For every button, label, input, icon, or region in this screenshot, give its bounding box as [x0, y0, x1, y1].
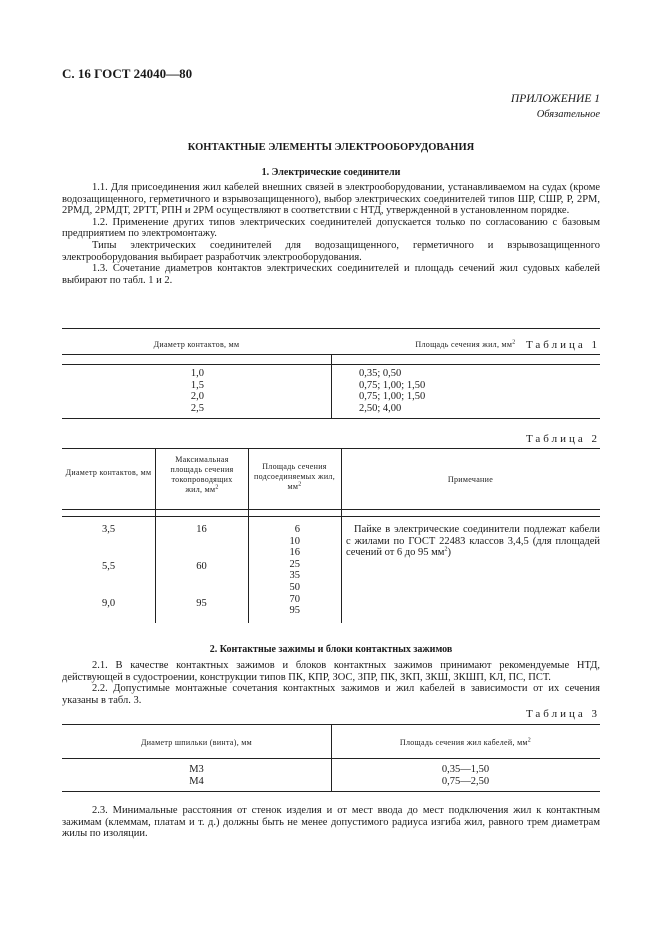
page-header: С. 16 ГОСТ 24040—80	[62, 66, 193, 81]
table-3-bottom-rule	[62, 791, 600, 792]
table-2-max-area-cell: 95	[196, 598, 207, 609]
table-1-diameter-column	[150, 368, 204, 414]
table-2-top-rule	[62, 448, 600, 449]
superscript: 2	[512, 339, 516, 346]
table-cell: 6	[294, 524, 300, 535]
table-cell: 35	[289, 570, 300, 582]
paragraph-1-2-types: Типы электрических соединителей для водозащищенного, герметичного и взрывозащищенного электрооборудования выбирает разработчик электрооборудования.	[62, 239, 600, 263]
section-1-text	[62, 182, 600, 286]
paragraph-1-3: 1.3. Сочетание диаметров контактов электрических соединителей и площадь сечений жил судовых кабелей выбирают по табл. 1 и 2.	[62, 263, 600, 286]
table-cell: 1,0	[190, 368, 204, 379]
table-2-note-text: Пайке в электрические соединители подлежат кабели с жилами по ГОСТ 22483 классов 3,4,5 (для площадей сечений от 6 до 95 мм	[346, 524, 600, 559]
table-2-column-divider	[248, 448, 249, 623]
table-1-caption: Таблица 1	[525, 339, 600, 351]
table-3-caption: Таблица 3	[525, 708, 600, 720]
table-2-note-end: )	[447, 547, 451, 559]
table-1-column-divider	[331, 354, 332, 418]
superscript: 2	[215, 484, 219, 491]
paragraph-2-3: 2.3. Минимальные расстояния от стенок изделия и от мест ввода до мест подключения жил к контактным зажимам (клеммам, платам и т. д.) должны быть не менее допустимого радиуса изгиба жил, равного трем диаметрам жилы по изоляции.	[62, 805, 600, 840]
paragraph-2-2: 2.2. Допустимые монтажные сочетания контактных зажимов и жил кабелей в зависимости от их сечения указаны в табл. 3.	[62, 683, 600, 706]
table-2-diameter-cell: 5,5	[101, 561, 116, 572]
table-2-max-area-cell: 60	[196, 561, 207, 572]
table-3-diameter-column	[62, 764, 331, 787]
superscript: 2	[444, 546, 448, 553]
table-cell: М3	[189, 764, 204, 775]
appendix-block	[511, 92, 600, 122]
table-cell: 2,0	[190, 391, 204, 403]
table-cell: М4	[189, 775, 204, 787]
table-1-area-column	[359, 368, 559, 414]
table-2-header-max-area	[163, 455, 241, 495]
section-2-text	[62, 660, 600, 706]
table-cell: 0,35—1,50	[441, 764, 490, 775]
table-1-header-area-text: Площадь сечения жил, мм	[415, 340, 513, 349]
table-cell: 1,5	[190, 379, 204, 391]
table-cell: 2,5	[190, 402, 204, 414]
table-3-header-area	[331, 738, 600, 748]
table-2-header-note: Примечание	[447, 475, 494, 484]
paragraph-1-1: 1.1. Для присоединения жил кабелей внешних связей в электрооборудовании, устанавливаемом на судах (кроме водозащищенного, герметичного и взрывозащищенного), выбор электрических соединителей типов ШР, СШР, Р, 2РМ, 2РМД, 2РМДТ, 2РТТ, РПН и 2РМ осуществляют в соответствии с НТД, утвержденной в установленном порядке.	[62, 182, 600, 217]
table-cell: 25	[289, 558, 300, 570]
table-2-header-rule	[62, 516, 600, 517]
table-cell: 10	[289, 535, 300, 547]
table-1-header-diameter: Диаметр контактов, мм	[153, 340, 240, 349]
superscript: 2	[298, 481, 302, 488]
table-2-caption: Таблица 2	[525, 433, 600, 445]
table-1-top-rule	[62, 328, 600, 329]
section-2-heading: 2. Контактные зажимы и блоки контактных зажимов	[209, 644, 453, 655]
table-2-header-connected-area-text: Площадь сечения подсоединяемых жил, мм	[253, 462, 336, 491]
section-1-heading: 1. Электрические соединители	[261, 167, 401, 178]
table-cell: 16	[289, 547, 300, 559]
table-1-header-area	[331, 340, 600, 350]
table-2-header-connected-area	[253, 462, 336, 492]
table-1-bottom-rule	[62, 418, 600, 419]
table-2-header-rule	[62, 509, 600, 510]
table-cell: 0,75—2,50	[441, 775, 490, 787]
table-3-header-diameter: Диаметр шпильки (винта), мм	[140, 738, 253, 747]
paragraph-2-3-block	[62, 805, 600, 840]
table-3-header-area-text: Площадь сечения жил кабелей, мм	[399, 738, 528, 747]
superscript: 2	[527, 737, 532, 744]
table-2-diameter-cell: 3,5	[101, 524, 116, 535]
paragraph-1-2: 1.2. Применение других типов электрических соединителей допускается только по согласованию с базовым предприятием по электромонтажу.	[62, 216, 600, 240]
table-cell: 0,75; 1,00; 1,50	[359, 391, 426, 403]
document-title: КОНТАКТНЫЕ ЭЛЕМЕНТЫ ЭЛЕКТРООБОРУДОВАНИЯ	[187, 142, 475, 153]
table-cell: 0,75; 1,00; 1,50	[359, 379, 426, 391]
table-2-max-area-cell: 16	[196, 524, 207, 535]
table-cell: 0,35; 0,50	[359, 368, 402, 379]
table-2-header-diameter: Диаметр контактов, мм	[65, 468, 152, 477]
table-cell: 70	[289, 593, 300, 605]
table-cell: 95	[289, 605, 300, 617]
table-2-header-max-area-text: Максимальная площадь сечения токопроводящих жил, мм	[170, 455, 234, 494]
appendix-title: ПРИЛОЖЕНИЕ 1	[510, 93, 600, 105]
appendix-status: Обязательное	[536, 109, 600, 120]
paragraph-2-1: 2.1. В качестве контактных зажимов и блоков контактных зажимов принимают рекомендуемые НТД, действующей в судостроении, конструкции типов ПК, КПР, ЗОС, ЗПР, ПК, ЗКП, ЗКШ, ЗКШП, КЛ, ПС, ПСТ.	[62, 660, 600, 683]
table-cell: 2,50; 4,00	[359, 402, 402, 414]
table-2-note-cell	[346, 524, 600, 559]
table-2-area-column	[270, 524, 300, 617]
table-2-diameter-cell: 9,0	[101, 598, 116, 609]
table-cell: 50	[289, 581, 300, 593]
table-3-area-column	[331, 764, 600, 787]
